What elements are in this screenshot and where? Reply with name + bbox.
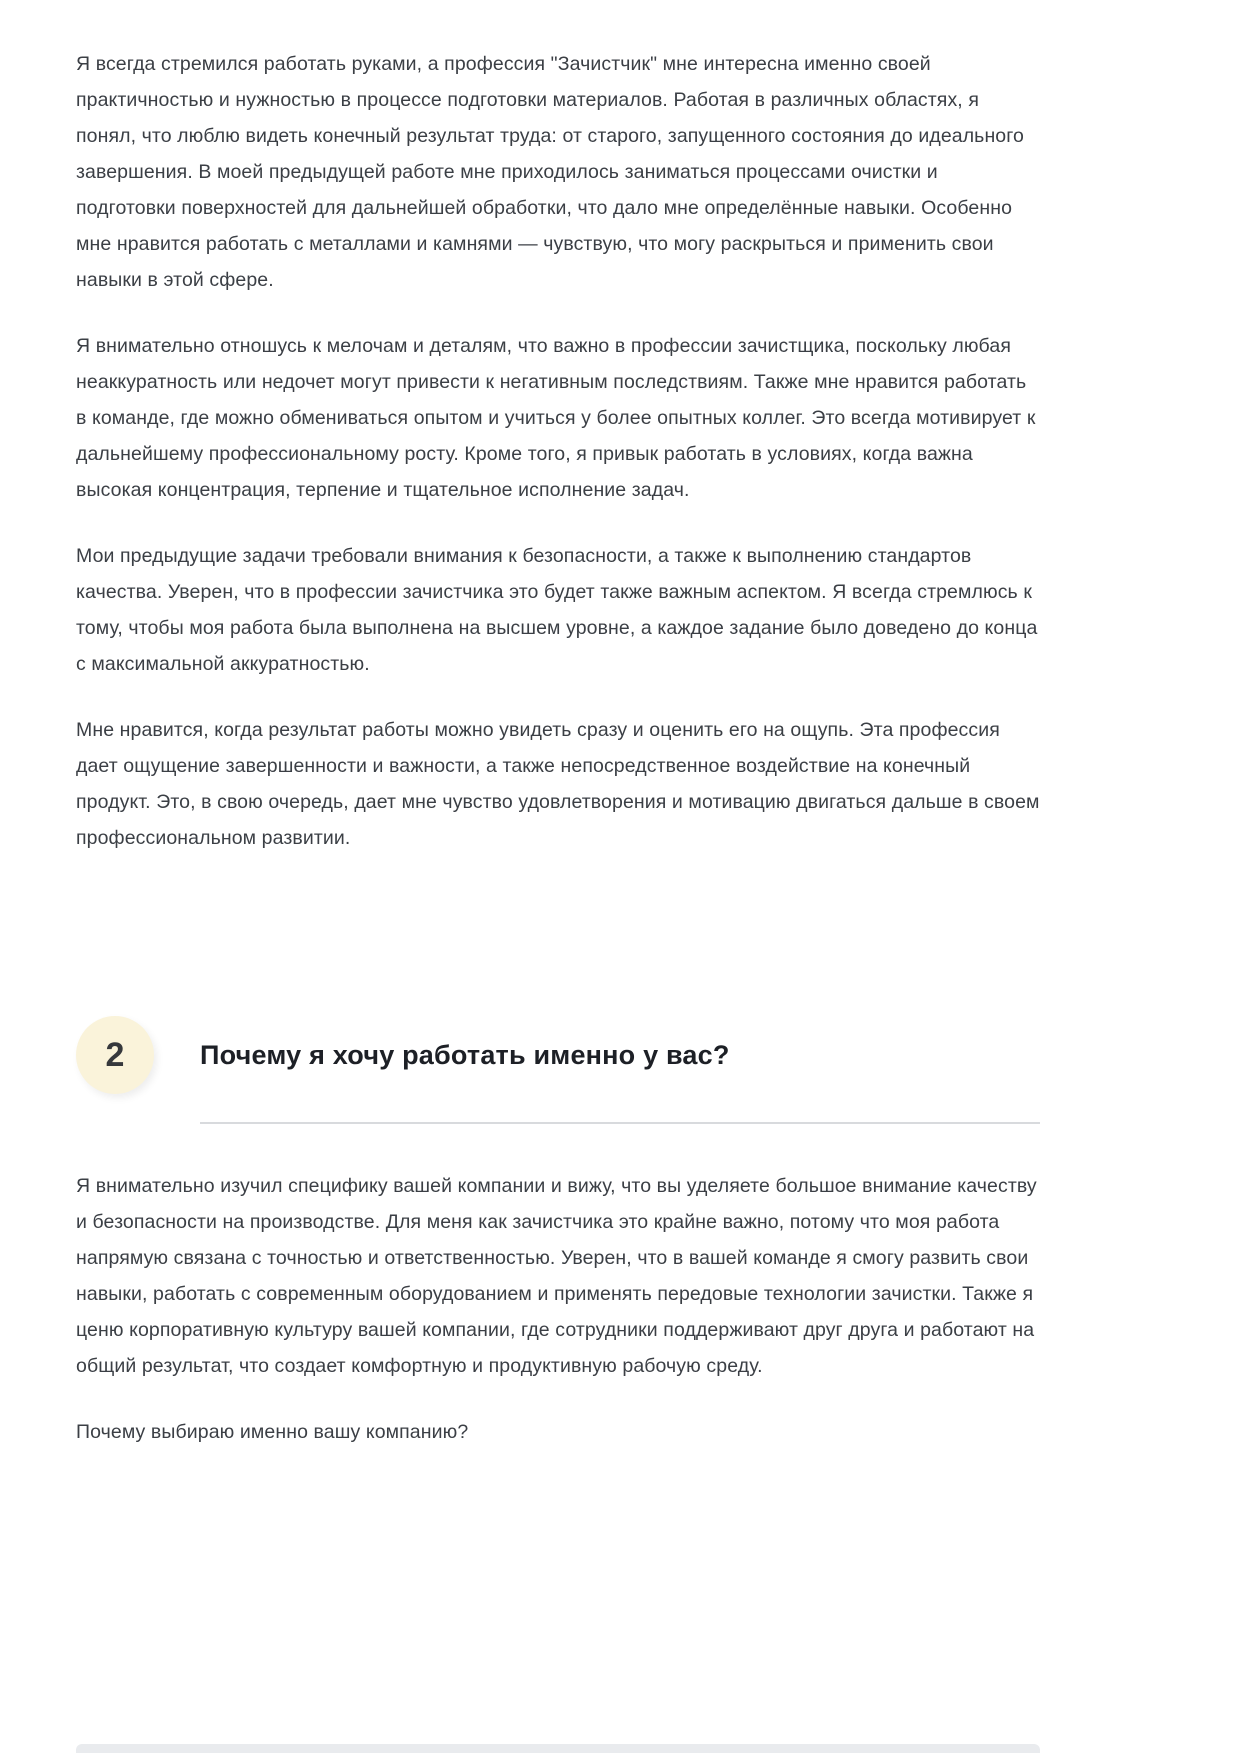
section-number: 2 (105, 1035, 125, 1074)
body-paragraph-2: Почему выбираю именно вашу компанию? (76, 1421, 469, 1443)
intro-paragraph-2: Я внимательно отношусь к мелочам и деталям, что важно в профессии зачистщика, поскольку любая неаккуратность или недочет могут привести к негативным последствиям. Также мне нравится работать в команде, где можно обмениваться опытом и учиться у более опытных коллег. Это всегда мотивирует к дальнейшему профессиональному росту. Кроме того, я привык работать в условиях, когда важна высокая концентрация, терпение и тщательное исполнение задач. (76, 335, 1036, 501)
next-section-edge (76, 1744, 1040, 1753)
section-header (76, 1016, 1040, 1094)
section-number-badge (76, 1016, 154, 1094)
intro-paragraph-3: Мои предыдущие задачи требовали внимания к безопасности, а также к выполнению стандартов качества. Уверен, что в профессии зачистчика это будет также важным аспектом. Я всегда стремлюсь к тому, чтобы моя работа была выполнена на высшем уровне, а каждое задание было доведено до конца с максимальной аккуратностью. (76, 545, 1038, 675)
document-page (76, 0, 1040, 1450)
intro-paragraph-4: Мне нравится, когда результат работы можно увидеть сразу и оценить его на ощупь. Эта профессия дает ощущение завершенности и важности, а также непосредственное воздействие на конечный продукт. Это, в свою очередь, дает мне чувство удовлетворения и мотивацию двигаться дальше в своем профессиональном развитии. (76, 719, 1040, 849)
section-title: Почему я хочу работать именно у вас? (200, 1039, 730, 1070)
body-paragraph-1: Я внимательно изучил специфику вашей компании и вижу, что вы уделяете большое внимание качеству и безопасности на производстве. Для меня как зачистчика это крайне важно, потому что моя работа напрямую связана с точностью и ответственностью. Уверен, что в вашей команде я смогу развить свои навыки, работать с современным оборудованием и применять передовые технологии зачистки. Также я ценю корпоративную культуру вашей компании, где сотрудники поддерживают друг друга и работают на общий результат, что создает комфортную и продуктивную рабочую среду. (76, 1175, 1037, 1377)
intro-paragraph-1: Я всегда стремился работать руками, а профессия "Зачистчик" мне интересна именно своей практичностью и нужностью в процессе подготовки материалов. Работая в различных областях, я понял, что люблю видеть конечный результат труда: от старого, запущенного состояния до идеального завершения. В моей предыдущей работе мне приходилось заниматься процессами очистки и подготовки поверхностей для дальнейшей обработки, что дало мне определённые навыки. Особенно мне нравится работать с металлами и камнями — чувствую, что могу раскрыться и применить свои навыки в этой сфере. (76, 53, 1024, 291)
section-divider (200, 1122, 1040, 1124)
